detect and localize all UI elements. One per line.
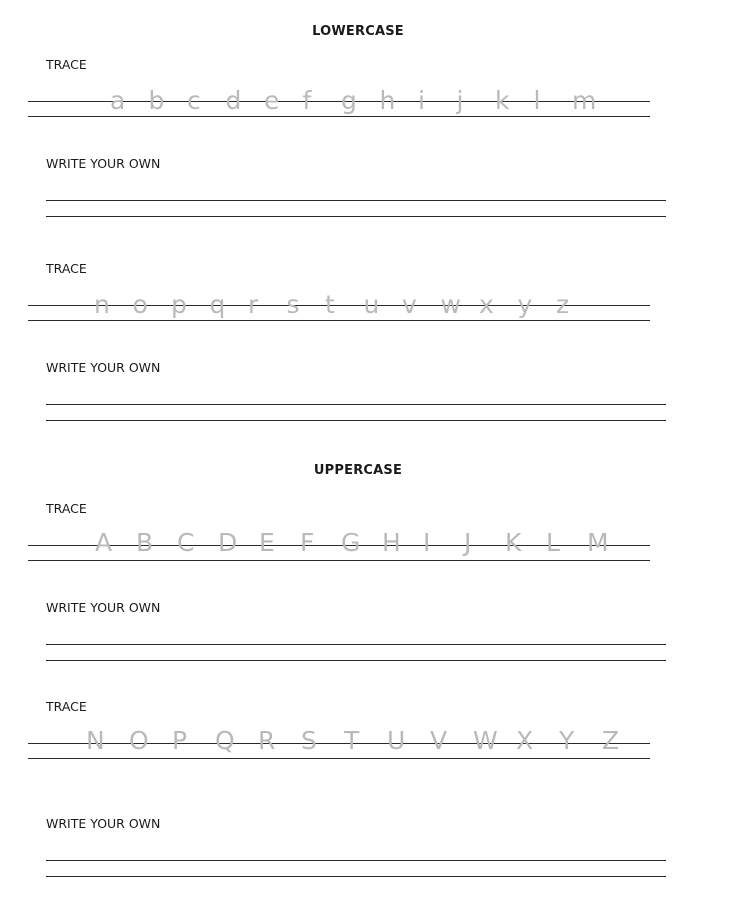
trace-letter-s: s [286,290,300,319]
trace-letter-P: P [172,726,188,755]
write-row-lowercase-1[interactable] [46,200,666,220]
write-row-uppercase-1[interactable] [46,644,666,664]
trace-letter-Z: Z [602,726,620,755]
trace-letter-h: h [379,86,396,115]
trace-letter-j: j [456,86,464,115]
write-line-top [46,200,666,201]
trace-row-lowercase-2 [28,290,650,335]
trace-letter-W: W [473,726,498,755]
trace-letter-k: k [495,86,510,115]
uppercase-title: UPPERCASE [313,463,403,478]
trace-letter-A: A [95,528,113,557]
trace-letter-u: u [363,290,380,319]
trace-letter-X: X [516,726,534,755]
trace-letter-M: M [587,528,609,557]
write-line-top [46,644,666,645]
write-label-uppercase-1: WRITE YOUR OWN [46,600,161,615]
trace-letter-f: f [302,86,312,115]
trace-letter-G: G [341,528,361,557]
trace-letter-F: F [300,528,315,557]
trace-line-bottom [28,758,650,759]
write-line-top [46,404,666,405]
trace-letter-i: i [418,86,425,115]
write-row-uppercase-2[interactable] [46,860,666,880]
trace-letter-U: U [387,726,406,755]
trace-line-bottom [28,560,650,561]
write-label-lowercase-2: WRITE YOUR OWN [46,360,161,375]
trace-letter-w: w [440,290,461,319]
trace-label-uppercase-1: TRACE [46,501,87,516]
trace-letter-p: p [171,290,187,319]
trace-letter-J: J [464,528,472,557]
trace-letter-T: T [344,726,360,755]
trace-letter-K: K [505,528,522,557]
trace-line-bottom [28,116,650,117]
trace-letter-O: O [129,726,149,755]
trace-row-lowercase-1 [28,86,650,131]
trace-letter-Q: Q [215,726,235,755]
trace-letter-L: L [546,528,560,557]
trace-letter-y: y [517,290,533,319]
trace-letter-n: n [94,290,110,319]
trace-letter-Y: Y [559,726,575,755]
write-label-lowercase-1: WRITE YOUR OWN [46,156,161,171]
trace-letter-e: e [264,86,280,115]
trace-letter-r: r [248,290,259,319]
trace-letter-N: N [86,726,105,755]
trace-letter-H: H [382,528,401,557]
write-row-lowercase-2[interactable] [46,404,666,424]
trace-letter-x: x [479,290,494,319]
trace-letter-d: d [225,86,242,115]
trace-letter-o: o [132,290,148,319]
trace-letter-v: v [402,290,417,319]
trace-letter-I: I [423,528,431,557]
write-line-bottom [46,660,666,661]
write-line-top [46,860,666,861]
trace-letter-q: q [209,290,226,319]
trace-letter-R: R [258,726,276,755]
lowercase-title: LOWERCASE [312,24,404,39]
trace-row-uppercase-2 [28,726,650,773]
trace-letter-m: m [572,86,597,115]
write-label-uppercase-2: WRITE YOUR OWN [46,816,161,831]
write-line-bottom [46,876,666,877]
trace-letter-b: b [148,86,165,115]
trace-line-top [28,743,650,744]
trace-letter-l: l [533,86,541,115]
trace-label-lowercase-2: TRACE [46,261,87,276]
trace-row-uppercase-1 [28,528,650,575]
trace-letter-V: V [430,726,448,755]
trace-label-lowercase-1: TRACE [46,57,87,72]
trace-letter-c: c [187,86,201,115]
trace-letter-E: E [259,528,275,557]
trace-line-bottom [28,320,650,321]
trace-letter-t: t [325,290,335,319]
trace-label-uppercase-2: TRACE [46,699,87,714]
trace-letter-z: z [556,290,570,319]
write-line-bottom [46,216,666,217]
trace-letter-a: a [110,86,126,115]
trace-letter-B: B [136,528,154,557]
trace-letter-S: S [301,726,317,755]
write-line-bottom [46,420,666,421]
trace-letter-D: D [218,528,238,557]
trace-letter-C: C [177,528,195,557]
trace-letter-g: g [341,86,357,115]
